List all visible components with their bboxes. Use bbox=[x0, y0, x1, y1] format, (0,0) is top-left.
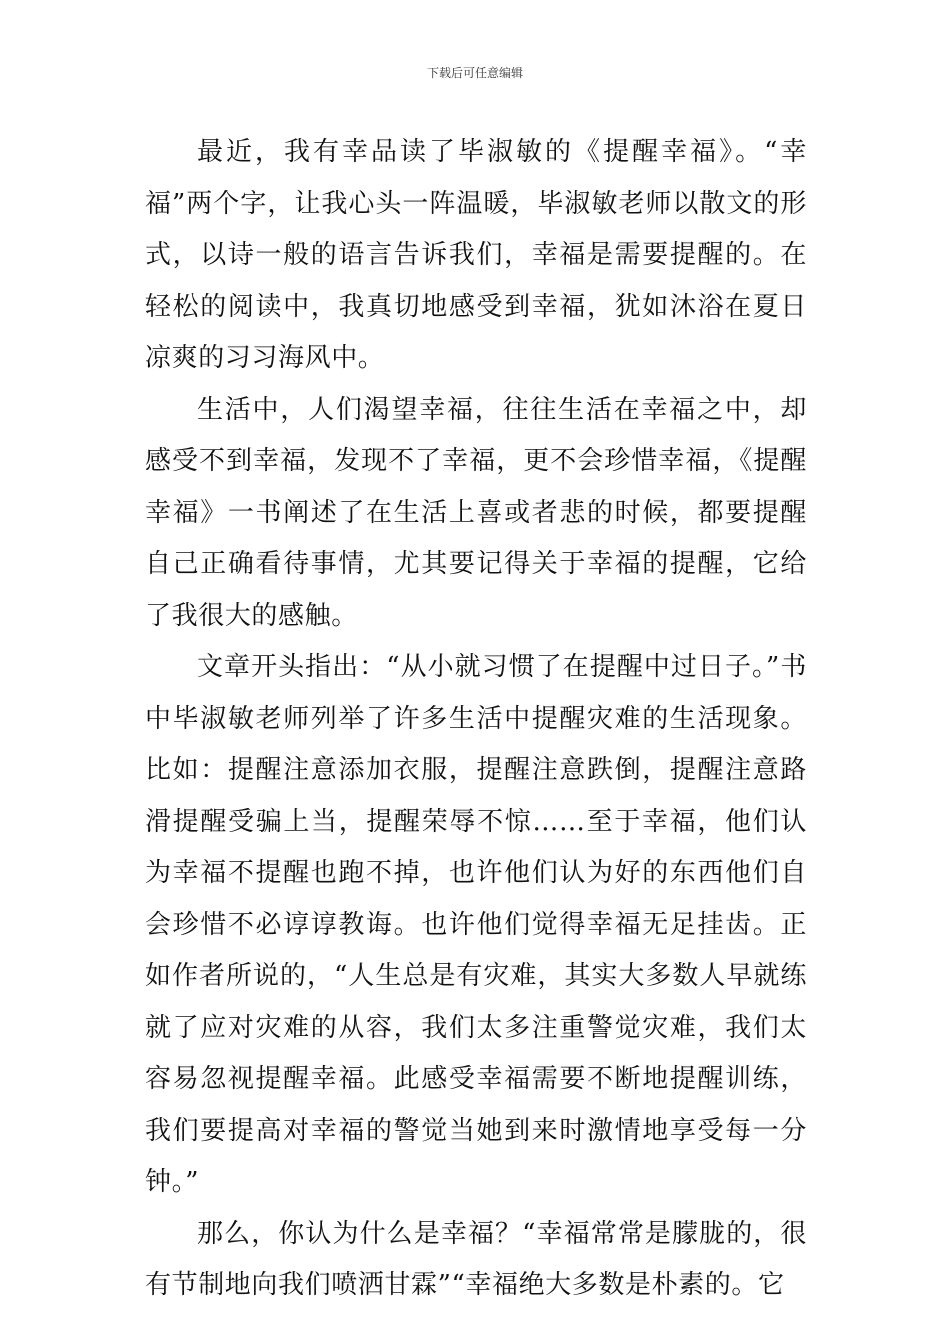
page-header: 下载后可任意编辑 bbox=[426, 66, 523, 80]
paragraph-4: 那么，你认为什么是幸福？“幸福常常是朦胧的，很有节制地向我们喷洒甘霖”“幸福绝大多数是朴素的。它 bbox=[145, 1218, 807, 1300]
paragraph-2: 生活中，人们渴望幸福，往往生活在幸福之中，却感受不到幸福，发现不了幸福，更不会珍惜幸福，《提醒幸福》一书阐述了在生活上喜或者悲的时候，都要提醒自己正确看待事情，尤其要记得关于幸福的提醒，它给了我很大的感触。 bbox=[145, 394, 807, 631]
paragraph-1: 最近，我有幸品读了毕淑敏的《提醒幸福》。“幸福”两个字，让我心头一阵温暖，毕淑敏老师以散文的形式，以诗一般的语言告诉我们，幸福是需要提醒的。在轻松的阅读中，我真切地感受到幸福，犹如沐浴在夏日凉爽的习习海风中。 bbox=[145, 137, 807, 373]
document-body bbox=[145, 127, 807, 1312]
paragraph-3: 文章开头指出：“从小就习惯了在提醒中过日子。”书中毕淑敏老师列举了许多生活中提醒灾难的生活现象。比如：提醒注意添加衣服，提醒注意跌倒，提醒注意路滑提醒受骗上当，提醒荣辱不惊……至于幸福，他们认为幸福不提醒也跑不掉，也许他们认为好的东西他们自会珍惜不必谆谆教诲。也许他们觉得幸福无足挂齿。正如作者所说的，“人生总是有灾难，其实大多数人早就练就了应对灾难的从容，我们太多注重警觉灾难，我们太容易忽视提醒幸福。此感受幸福需要不断地提醒训练，我们要提高对幸福的警觉当她到来时激情地享受每一分钟。” bbox=[145, 652, 807, 1197]
